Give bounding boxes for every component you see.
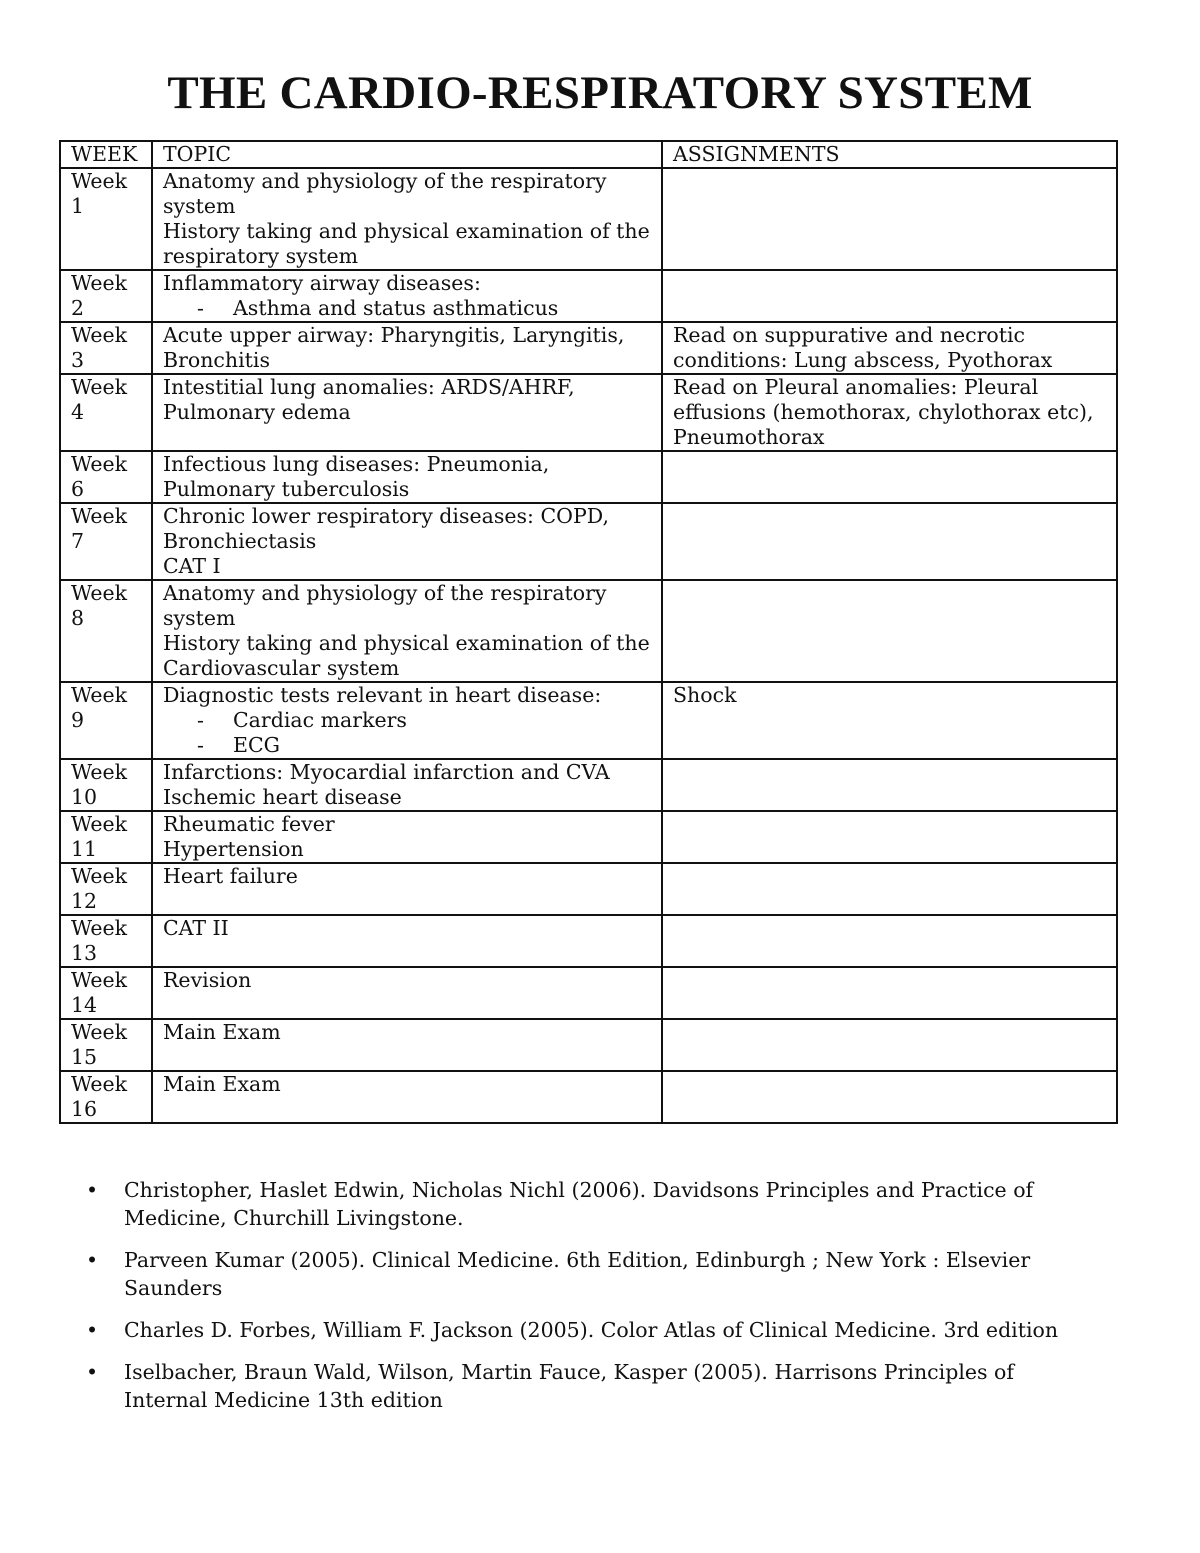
topic-cell <box>152 915 662 967</box>
table-row <box>60 1071 1117 1123</box>
table-row <box>60 322 1117 374</box>
reference-text: Christopher, Haslet Edwin, Nicholas Nichl (2006). Davidsons Principles and Practice of Medicine, Churchill Livingstone. <box>124 1178 1034 1230</box>
dash-marker: - <box>197 733 204 757</box>
header-week: WEEK <box>60 141 152 168</box>
week-cell: Week 14 <box>60 967 152 1019</box>
subtopic-line <box>163 296 653 321</box>
topic-line: Main Exam <box>163 1072 281 1096</box>
topic-line: Inflammatory airway diseases: <box>163 271 481 295</box>
week-cell: Week 16 <box>60 1071 152 1123</box>
dash-marker: - <box>197 296 204 320</box>
topic-line: Ischemic heart disease <box>163 785 402 809</box>
table-row <box>60 863 1117 915</box>
header-topic: TOPIC <box>152 141 662 168</box>
week-cell: Week 12 <box>60 863 152 915</box>
topic-line: Infarctions: Myocardial infarction and CVA <box>163 760 610 784</box>
topic-line: CAT I <box>163 554 221 578</box>
week-cell: Week 1 <box>60 168 152 270</box>
topic-cell <box>152 967 662 1019</box>
topic-line: Intestitial lung anomalies: ARDS/AHRF, Pulmonary edema <box>163 375 575 424</box>
week-cell: Week 8 <box>60 580 152 682</box>
week-cell: Week 13 <box>60 915 152 967</box>
week-cell: Week 3 <box>60 322 152 374</box>
table-row <box>60 915 1117 967</box>
week-cell: Week 6 <box>60 451 152 503</box>
assignment-cell: Shock <box>662 682 1117 759</box>
table-row <box>60 503 1117 580</box>
table-row <box>60 580 1117 682</box>
assignment-cell <box>662 1071 1117 1123</box>
assignment-cell: Read on Pleural anomalies: Pleural effusions (hemothorax, chylothorax etc), Pneumothorax <box>662 374 1117 451</box>
topic-cell <box>152 811 662 863</box>
table-row <box>60 1019 1117 1071</box>
reference-text: Charles D. Forbes, William F. Jackson (2005). Color Atlas of Clinical Medicine. 3rd edition <box>124 1318 1059 1342</box>
topic-line: History taking and physical examination of the Cardiovascular system <box>163 631 650 680</box>
subtopic-text: ECG <box>233 733 281 757</box>
reference-item <box>86 1358 1096 1414</box>
week-cell: Week 15 <box>60 1019 152 1071</box>
reference-text: Parveen Kumar (2005). Clinical Medicine. 6th Edition, Edinburgh ; New York : Elsevier Saunders <box>124 1248 1031 1300</box>
topic-line: Anatomy and physiology of the respiratory system <box>163 581 607 630</box>
dash-marker: - <box>197 708 204 732</box>
week-cell: Week 10 <box>60 759 152 811</box>
reference-item <box>86 1246 1096 1302</box>
topic-cell <box>152 503 662 580</box>
assignment-cell <box>662 580 1117 682</box>
table-row <box>60 759 1117 811</box>
topic-cell <box>152 1019 662 1071</box>
topic-line: Diagnostic tests relevant in heart disease: <box>163 683 602 707</box>
reference-item <box>86 1176 1096 1232</box>
topic-cell <box>152 322 662 374</box>
subtopic-text: Cardiac markers <box>233 708 407 732</box>
subtopic-line <box>163 733 653 758</box>
topic-cell <box>152 759 662 811</box>
schedule-body <box>60 168 1117 1123</box>
table-row <box>60 451 1117 503</box>
week-cell: Week 9 <box>60 682 152 759</box>
assignment-cell: Read on suppurative and necrotic conditions: Lung abscess, Pyothorax <box>662 322 1117 374</box>
topic-cell <box>152 168 662 270</box>
topic-cell <box>152 580 662 682</box>
assignment-cell <box>662 967 1117 1019</box>
topic-cell <box>152 863 662 915</box>
topic-line: Main Exam <box>163 1020 281 1044</box>
topic-line: History taking and physical examination of the respiratory system <box>163 219 650 268</box>
header-assignments: ASSIGNMENTS <box>662 141 1117 168</box>
topic-line: Anatomy and physiology of the respiratory system <box>163 169 607 218</box>
table-row <box>60 168 1117 270</box>
assignment-cell <box>662 915 1117 967</box>
week-cell: Week 4 <box>60 374 152 451</box>
table-row <box>60 374 1117 451</box>
assignment-cell <box>662 503 1117 580</box>
assignment-cell <box>662 1019 1117 1071</box>
topic-cell <box>152 374 662 451</box>
topic-cell <box>152 270 662 322</box>
assignment-cell <box>662 451 1117 503</box>
table-row <box>60 967 1117 1019</box>
table-row <box>60 682 1117 759</box>
bullet-icon: • <box>86 1178 99 1202</box>
week-cell: Week 7 <box>60 503 152 580</box>
subtopic-text: Asthma and status asthmaticus <box>233 296 559 320</box>
week-cell: Week 2 <box>60 270 152 322</box>
week-cell: Week 11 <box>60 811 152 863</box>
topic-line: CAT II <box>163 916 229 940</box>
reference-item <box>86 1316 1096 1344</box>
topic-line: Heart failure <box>163 864 298 888</box>
reference-list <box>86 1176 1096 1428</box>
topic-line: Revision <box>163 968 252 992</box>
assignment-cell <box>662 811 1117 863</box>
topic-cell <box>152 682 662 759</box>
bullet-icon: • <box>86 1318 99 1342</box>
bullet-icon: • <box>86 1248 99 1272</box>
schedule-table <box>59 140 1118 1124</box>
topic-cell <box>152 1071 662 1123</box>
assignment-cell <box>662 168 1117 270</box>
table-header-row <box>60 141 1117 168</box>
topic-line: Chronic lower respiratory diseases: COPD, Bronchiectasis <box>163 504 609 553</box>
reference-text: Iselbacher, Braun Wald, Wilson, Martin Fauce, Kasper (2005). Harrisons Principles of Internal Medicine 13th edition <box>124 1360 1014 1412</box>
assignment-cell <box>662 759 1117 811</box>
table-row <box>60 270 1117 322</box>
subtopic-line <box>163 708 653 733</box>
assignment-cell <box>662 270 1117 322</box>
topic-line: Hypertension <box>163 837 304 861</box>
topic-cell <box>152 451 662 503</box>
topic-line: Rheumatic fever <box>163 812 335 836</box>
topic-line: Infectious lung diseases: Pneumonia, Pulmonary tuberculosis <box>163 452 550 501</box>
table-row <box>60 811 1117 863</box>
assignment-cell <box>662 863 1117 915</box>
page-title: THE CARDIO-RESPIRATORY SYSTEM <box>167 67 1033 119</box>
bullet-icon: • <box>86 1360 99 1384</box>
topic-line: Acute upper airway: Pharyngitis, Laryngitis, Bronchitis <box>163 323 625 372</box>
